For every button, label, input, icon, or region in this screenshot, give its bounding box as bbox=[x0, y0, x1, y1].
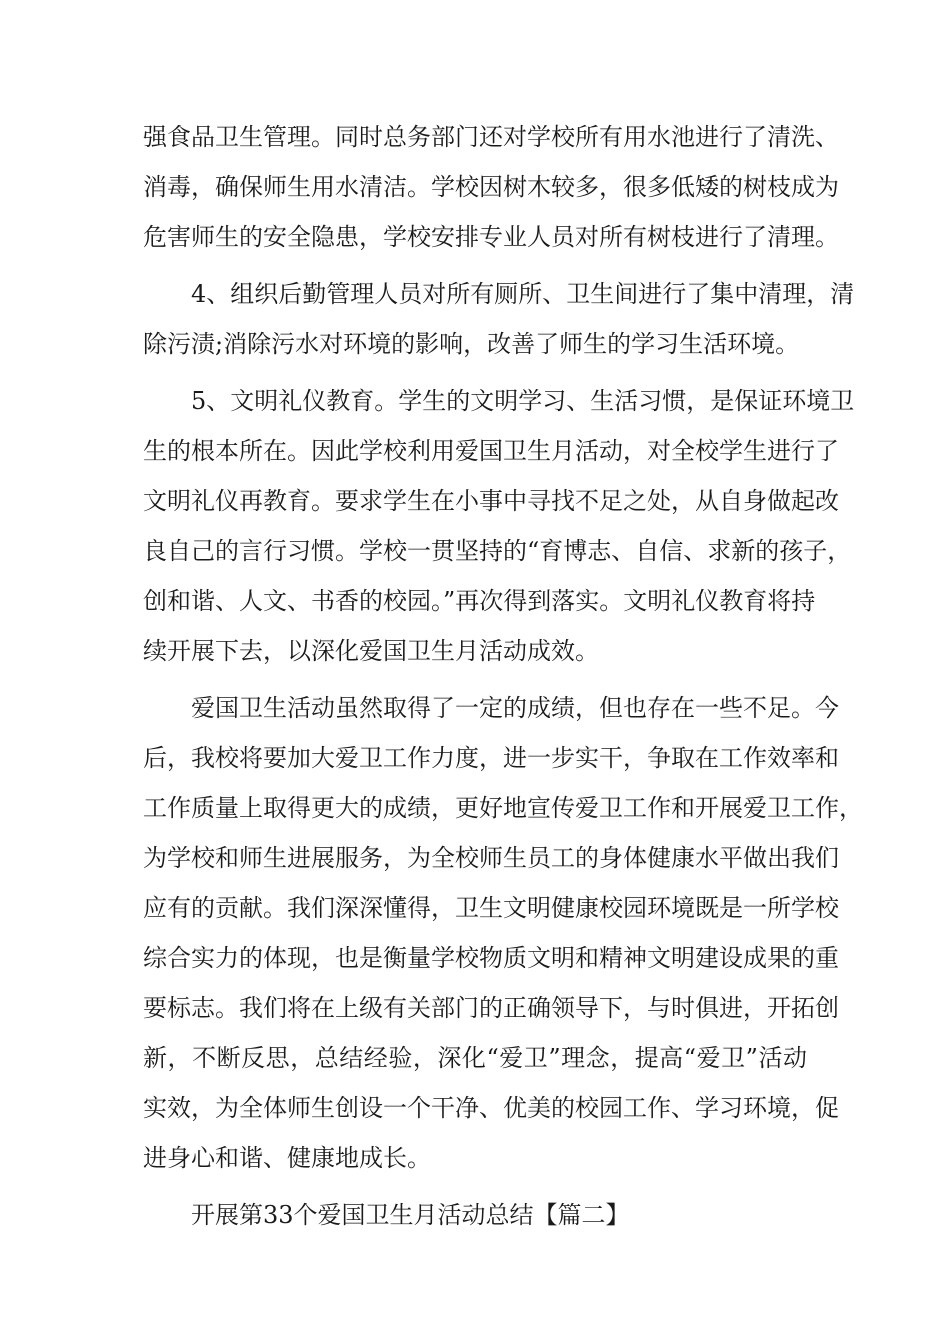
text-line: 综合实力的体现，也是衡量学校物质文明和精神文明建设成果的重 bbox=[143, 944, 839, 972]
text-line: 后，我校将要加大爱卫工作力度，进一步实干，争取在工作效率和 bbox=[143, 744, 839, 772]
text-line: 为学校和师生进展服务，为全校师生员工的身体健康水平做出我们 bbox=[143, 844, 839, 872]
text-line: 强食品卫生管理。同时总务部门还对学校所有用水池进行了清洗、 bbox=[143, 123, 839, 151]
text-line: 新，不断反思，总结经验，深化“爱卫”理念，提高“爱卫”活动 bbox=[143, 1044, 807, 1072]
text-line: 文明礼仪再教育。要求学生在小事中寻找不足之处，从自身做起改 bbox=[143, 487, 839, 515]
section-heading: 开展第33个爱国卫生月活动总结【篇二】 bbox=[191, 1201, 630, 1229]
text-line: 进身心和谐、健康地成长。 bbox=[143, 1144, 431, 1172]
text-line: 创和谐、人文、书香的校园。”再次得到落实。文明礼仪教育将持 bbox=[143, 587, 816, 615]
text-line: 工作质量上取得更大的成绩，更好地宣传爱卫工作和开展爱卫工作， bbox=[143, 794, 863, 822]
text-line: 消毒，确保师生用水清洁。学校因树木较多，很多低矮的树枝成为 bbox=[143, 173, 839, 201]
text-line: 除污渍;消除污水对环境的影响，改善了师生的学习生活环境。 bbox=[143, 330, 800, 358]
text-line: 生的根本所在。因此学校利用爱国卫生月活动，对全校学生进行了 bbox=[143, 437, 839, 465]
text-line: 5、文明礼仪教育。学生的文明学习、生活习惯，是保证环境卫 bbox=[191, 387, 855, 415]
text-line: 实效，为全体师生创设一个干净、优美的校园工作、学习环境，促 bbox=[143, 1094, 839, 1122]
text-line: 良自己的言行习惯。学校一贯坚持的“育博志、自信、求新的孩子， bbox=[143, 537, 852, 565]
text-line: 续开展下去，以深化爱国卫生月活动成效。 bbox=[143, 637, 599, 665]
text-line: 应有的贡献。我们深深懂得，卫生文明健康校园环境既是一所学校 bbox=[143, 894, 839, 922]
text-line: 要标志。我们将在上级有关部门的正确领导下，与时俱进，开拓创 bbox=[143, 994, 839, 1022]
text-line: 危害师生的安全隐患，学校安排专业人员对所有树枝进行了清理。 bbox=[143, 223, 839, 251]
text-line: 4、组织后勤管理人员对所有厕所、卫生间进行了集中清理，清 bbox=[191, 280, 855, 308]
text-line: 爱国卫生活动虽然取得了一定的成绩，但也存在一些不足。今 bbox=[191, 694, 839, 722]
